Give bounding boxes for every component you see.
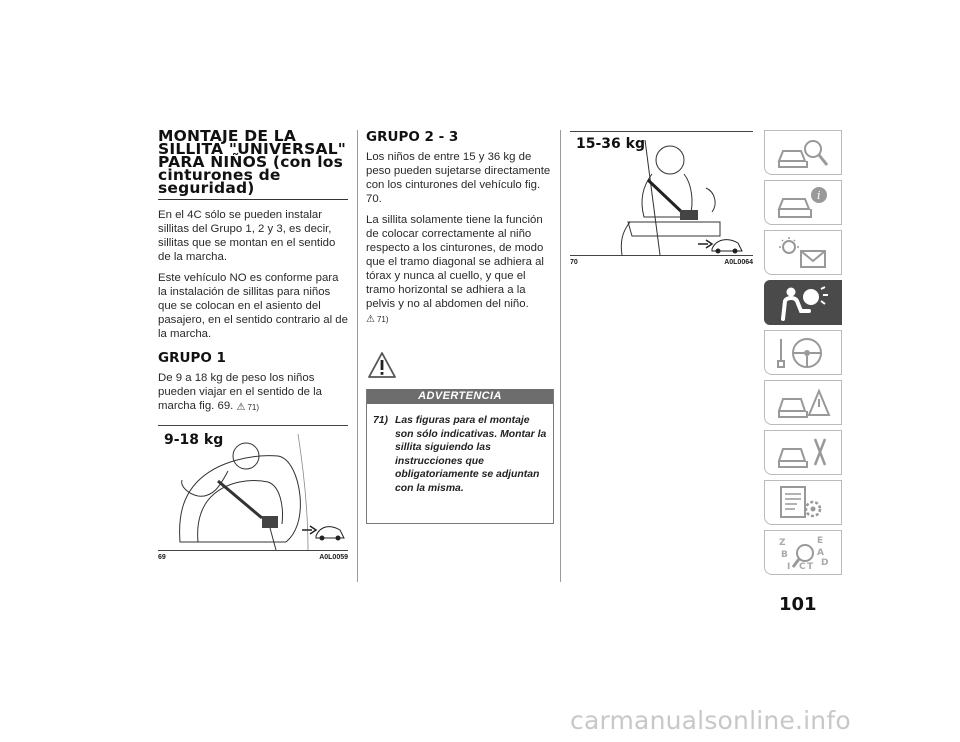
title-rule [158,199,348,200]
warning-header: ADVERTENCIA [367,389,553,404]
svg-text:Z: Z [779,538,786,548]
group23-paragraph-1: Los niños de entre 15 y 36 kg de peso pueden sujetarse directamente con los cinturones del vehículo fig. 70. [366,151,551,205]
section-title: MONTAJE DE LA SILLITA "UNIVERSAL" PARA NIÑOS (con los cinturones de seguridad) [158,127,347,197]
document-gear-icon [775,485,831,521]
warning-triangle-icon: ⚠ [236,402,246,413]
warning-body: Las figuras para el montaje son sólo indicativas. Montar la sillita siguiendo las instrucciones que obligatoriamente se adjuntan con la misma. [395,415,547,494]
svg-text:A: A [817,548,824,558]
svg-text:T: T [807,562,814,571]
svg-text:B: B [781,550,788,560]
tab-warning-lights[interactable] [764,230,842,275]
group23-paragraph-2-text: La sillita solamente tiene la función de colocar correctamente al niño respecto a los cinturones, de modo que el tramo diagonal se adhiera al tórax y nunca al cuello, y que el tramo horizontal se adhiera a la pelvis y no al abdomen del niño. [366,214,544,310]
child-booster-group23-illustration [570,132,753,255]
warning-light-message-icon [775,235,831,271]
page-number: 101 [779,594,817,615]
group1-text: De 9 a 18 kg de peso los niños pueden viajar en el sentido de la marcha fig. 69. [158,372,323,412]
tab-emergency[interactable] [764,380,842,425]
figure-70-number: 70 [570,259,578,266]
svg-text:D: D [821,558,829,568]
tab-car-info[interactable] [764,180,842,225]
warning-reference[interactable] [366,313,389,327]
svg-text:I: I [787,562,791,571]
left-column [158,127,348,561]
warning-number: 71) [373,415,389,426]
alphabet-index-icon [775,535,831,571]
right-column [570,131,753,266]
group1-paragraph [158,371,348,415]
warning-box [366,389,554,524]
figure-70-weight-label: 15-36 kg [576,136,645,152]
tab-index[interactable] [764,530,842,575]
group23-title: GRUPO 2 - 3 [366,129,459,145]
warning-reference[interactable] [237,401,260,415]
warning-triangle-icon: ⚠ [366,314,375,325]
svg-text:i: i [817,189,821,202]
car-search-icon [775,135,831,171]
note-paragraph: Este vehículo NO es conforme para la instalación de sillitas para niños que se colocan en el asiento del pasajero, en el sentido contrario al de la marcha. [158,272,348,340]
svg-text:E: E [817,536,824,546]
tab-start-driving[interactable] [764,330,842,375]
figure-69-weight-label: 9-18 kg [164,432,224,448]
warning-text [367,404,553,495]
watermark-text: carmanualsonline.info [570,706,851,735]
tab-technical-data[interactable] [764,480,842,525]
tab-safety-airbag[interactable] [764,280,842,325]
middle-column [366,130,552,524]
tab-car-search[interactable] [764,130,842,175]
warning-reference-number: 71) [376,315,389,324]
figure-69 [158,425,348,561]
car-info-icon [775,185,831,221]
figure-69-number: 69 [158,554,166,561]
tab-maintenance[interactable] [764,430,842,475]
steering-wheel-key-icon [775,335,831,371]
child-seat-group1-illustration [158,426,348,550]
car-breakdown-warning-icon [775,385,831,421]
group1-title: GRUPO 1 [158,350,226,366]
warning-triangle-icon [367,351,397,379]
figure-69-code: A0L0059 [319,554,348,561]
car-maintenance-tools-icon [775,435,831,471]
airbag-passenger-icon [775,285,831,321]
group23-paragraph-2 [366,213,552,327]
warning-reference-number: 71) [247,403,260,412]
chapter-tabs [764,130,842,580]
figure-70-code: A0L0064 [724,259,753,266]
svg-text:C: C [799,562,806,571]
column-divider-right [560,130,561,582]
intro-paragraph: En el 4C sólo se pueden instalar sillitas del Grupo 1, 2 y 3, es decir, sillitas que se montan en el sentido de la marcha. [158,209,336,263]
figure-70 [570,131,753,266]
column-divider-left [357,130,358,582]
